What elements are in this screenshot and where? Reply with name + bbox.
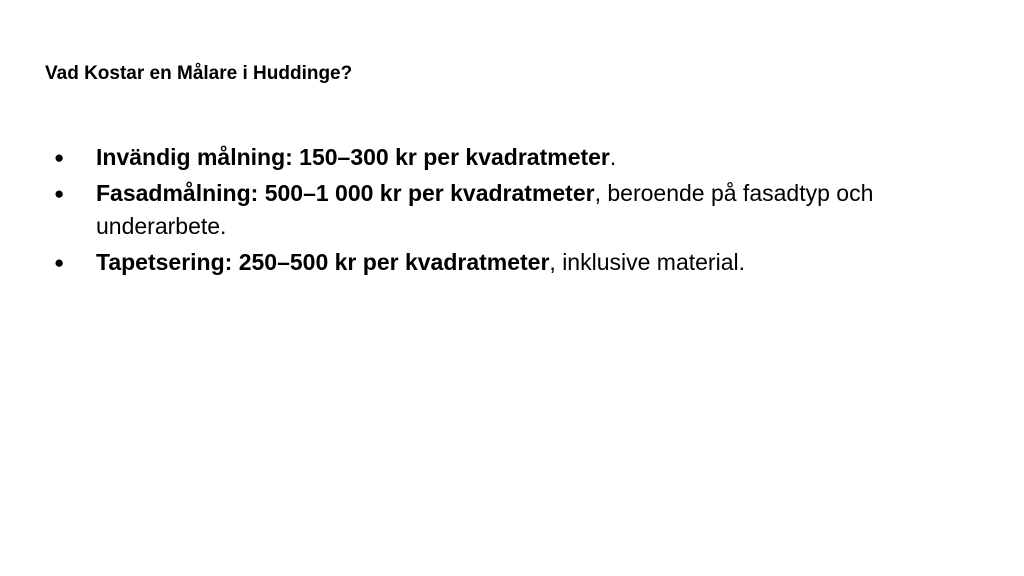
wallpapering-price: Tapetsering: 250–500 kr per kvadratmeter [96, 248, 550, 275]
bullet-icon: ● [54, 148, 65, 167]
list-item-facade-painting [52, 177, 992, 244]
facade-painting-note: , beroende på fasadtyp och underarbete. [96, 179, 874, 239]
bullet-icon: ● [54, 252, 65, 272]
facade-painting-price: Fasadmålning: 500–1 000 kr per kvadratmeter [96, 179, 595, 206]
wallpapering-note: , inklusive material. [549, 248, 745, 275]
list-item-wallpapering [52, 246, 992, 280]
interior-painting-price: Invändig målning: 150–300 kr per kvadratmeter [96, 144, 610, 170]
interior-painting-note: . [609, 144, 617, 170]
bullet-icon: ● [54, 183, 65, 203]
list-item-interior-painting [52, 141, 992, 175]
slide-title: Vad Kostar en Målare i Huddinge? [45, 63, 353, 84]
price-list [52, 141, 992, 281]
